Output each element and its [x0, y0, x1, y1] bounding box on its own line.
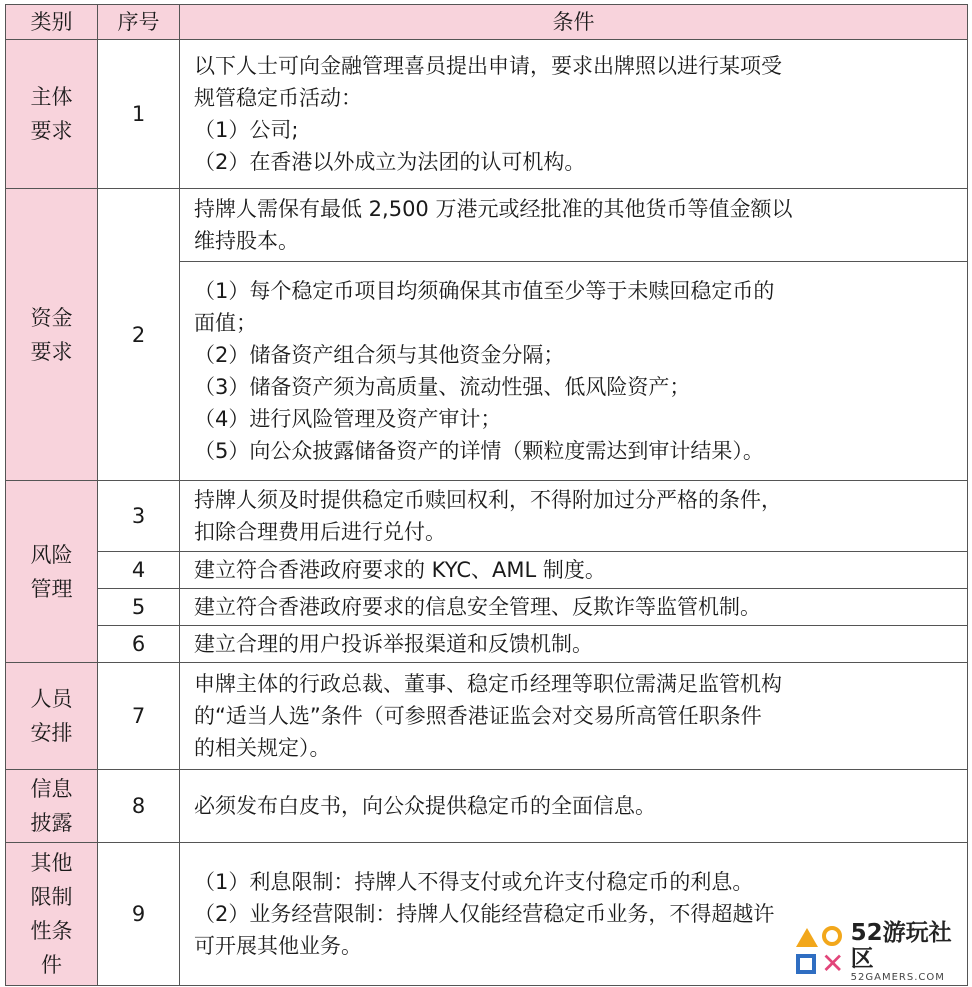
category-line: 要求 — [30, 339, 73, 364]
condition-line: （3）储备资产须为高质量、流动性强、低风险资产； — [194, 375, 691, 399]
header-category: 类别 — [6, 5, 98, 40]
gamepad-symbols-logo-icon — [790, 924, 849, 980]
condition-cell — [180, 770, 968, 843]
condition-cell — [180, 481, 968, 552]
category-personnel — [6, 663, 98, 770]
cross-icon: ✕ — [821, 947, 845, 980]
condition-line: 面值； — [194, 311, 257, 335]
category-line: 性条 — [30, 919, 73, 943]
table-row — [6, 589, 968, 626]
row-number: 6 — [98, 626, 180, 663]
table-row — [6, 663, 968, 770]
category-risk — [6, 481, 98, 663]
row-number: 9 — [98, 843, 180, 986]
square-icon — [796, 954, 816, 974]
condition-line: 持牌人需保有最低 2,500 万港元或经批准的其他货币等值金额以 — [194, 197, 793, 221]
condition-line: （1）利息限制：持牌人不得支付或允许支付稳定币的利息。 — [194, 870, 754, 894]
condition-line: 以下人士可向金融管理喜员提出申请，要求出牌照以进行某项受 — [194, 54, 782, 78]
header-number: 序号 — [98, 5, 180, 40]
table-row — [6, 626, 968, 663]
table-header-row — [6, 5, 968, 40]
condition-cell — [180, 552, 968, 589]
category-line: 限制 — [30, 885, 73, 909]
condition-line: 申牌主体的行政总裁、董事、稳定币经理等职位需满足监管机构 — [194, 672, 782, 696]
category-line: 管理 — [30, 576, 73, 601]
condition-line: 的“适当人选”条件（可参照香港证监会对交易所高管任职条件 — [194, 704, 762, 728]
condition-line: 可开展其他业务。 — [194, 934, 362, 958]
condition-line: 建立符合香港政府要求的 KYC、AML 制度。 — [194, 558, 606, 582]
table-row — [6, 481, 968, 552]
condition-line: （5）向公众披露储备资产的详情（颗粒度需达到审计结果）。 — [194, 439, 764, 463]
condition-cell — [180, 262, 968, 481]
circle-icon — [822, 926, 842, 946]
row-number: 5 — [98, 589, 180, 626]
condition-line: （2）业务经营限制：持牌人仅能经营稳定币业务，不得超越许 — [194, 902, 775, 926]
category-line: 安排 — [30, 721, 73, 745]
category-line: 主体 — [30, 85, 73, 109]
condition-line: 规管稳定币活动： — [194, 86, 362, 110]
condition-cell — [180, 663, 968, 770]
category-line: 件 — [41, 953, 62, 977]
condition-line: 扣除合理费用后进行兑付。 — [194, 520, 446, 544]
watermark — [790, 922, 968, 982]
condition-line: （1）每个稳定币项目均须确保其市值至少等于未赎回稳定币的 — [194, 279, 775, 303]
category-disclosure — [6, 770, 98, 843]
header-condition: 条件 — [180, 5, 968, 40]
condition-line: 维持股本。 — [194, 229, 299, 253]
row-number: 2 — [98, 189, 180, 481]
condition-line: 持牌人须及时提供稳定币赎回权利，不得附加过分严格的条件， — [194, 488, 782, 512]
condition-cell — [180, 189, 968, 262]
category-other — [6, 843, 98, 986]
row-number: 8 — [98, 770, 180, 843]
row-number: 3 — [98, 481, 180, 552]
category-line: 要求 — [30, 119, 73, 143]
table-row — [6, 770, 968, 843]
condition-line: （2）储备资产组合须与其他资金分隔； — [194, 343, 565, 367]
category-line: 其他 — [30, 851, 73, 875]
category-line: 资金 — [30, 305, 73, 330]
category-line: 披露 — [30, 811, 73, 835]
condition-line: （1）公司; — [194, 118, 299, 142]
table-row — [6, 189, 968, 262]
condition-cell — [180, 589, 968, 626]
category-line: 人员 — [30, 687, 73, 711]
table-row — [6, 552, 968, 589]
watermark-title: 52游玩社区 — [850, 920, 952, 972]
watermark-subtitle: 52GAMERS.COM — [850, 972, 945, 983]
condition-cell — [180, 626, 968, 663]
triangle-icon — [796, 928, 818, 947]
condition-line: 的相关规定）。 — [194, 736, 331, 760]
condition-line: 建立合理的用户投诉举报渠道和反馈机制。 — [194, 632, 593, 656]
condition-line: （2）在香港以外成立为法团的认可机构。 — [194, 150, 586, 174]
row-number: 1 — [98, 40, 180, 189]
stablecoin-license-conditions-table — [5, 4, 968, 986]
condition-cell — [180, 40, 968, 189]
category-line: 信息 — [30, 777, 73, 801]
table-row — [6, 40, 968, 189]
row-number: 4 — [98, 552, 180, 589]
category-capital — [6, 189, 98, 481]
condition-line: 建立符合香港政府要求的信息安全管理、反欺诈等监管机制。 — [194, 595, 761, 619]
category-subject — [6, 40, 98, 189]
category-line: 风险 — [30, 542, 73, 567]
condition-line: 必须发布白皮书，向公众提供稳定币的全面信息。 — [194, 794, 656, 818]
condition-line: （4）进行风险管理及资产审计； — [194, 407, 502, 431]
row-number: 7 — [98, 663, 180, 770]
